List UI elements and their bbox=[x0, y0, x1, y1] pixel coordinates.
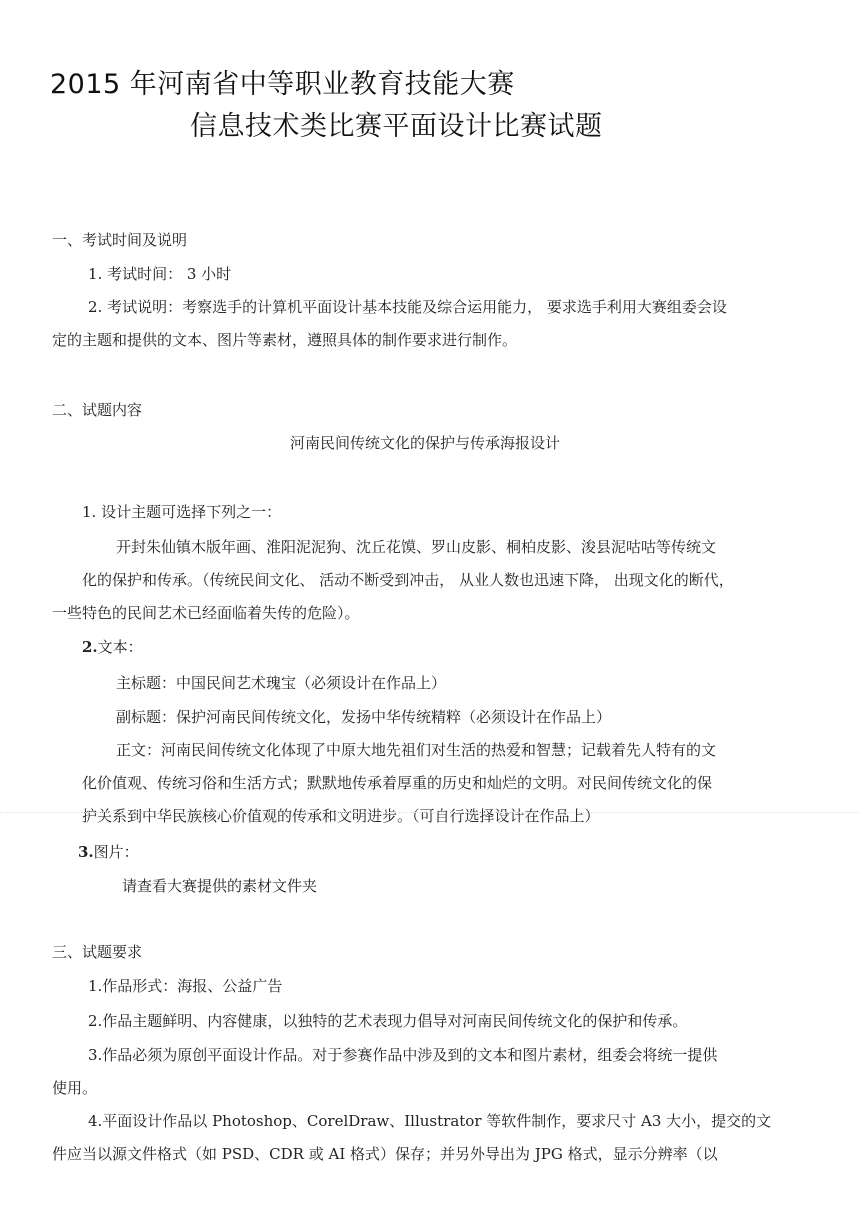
requirement-4-line1: 4.平面设计作品以 Photoshop、CorelDraw、Illustrator 等软件制作，要求尺寸 A3 大小，提交的文 bbox=[88, 1112, 772, 1130]
design-theme-line1: 开封朱仙镇木版年画、淮阳泥泥狗、沈丘花馍、罗山皮影、桐柏皮影、浚县泥咕咕等传统文 bbox=[116, 538, 717, 556]
section2-heading: 二、试题内容 bbox=[52, 401, 143, 419]
section2-subtitle: 河南民间传统文化的保护与传承海报设计 bbox=[290, 434, 561, 452]
document-title-line1: 2015 年河南省中等职业教育技能大赛 bbox=[50, 69, 515, 100]
section1-heading: 一、考试时间及说明 bbox=[52, 231, 188, 249]
section3-heading: 三、试题要求 bbox=[52, 943, 143, 961]
design-theme-line3: 一些特色的民间艺术已经面临着失传的危险）。 bbox=[52, 604, 360, 622]
requirement-3-line1: 3.作品必须为原创平面设计作品。对于参赛作品中涉及到的文本和图片素材，组委会将统一提供 bbox=[88, 1046, 718, 1064]
section1-item2-line1: 2. 考试说明：考察选手的计算机平面设计基本技能及综合运用能力， 要求选手利用大赛组委会设 bbox=[88, 298, 727, 316]
picture-section-text: 请查看大赛提供的素材文件夹 bbox=[122, 877, 318, 895]
picture-section-label-text: 图片： bbox=[93, 843, 139, 861]
requirement-2: 2.作品主题鲜明、内容健康，以独特的艺术表现力倡导对河南民间传统文化的保护和传承。 bbox=[88, 1012, 688, 1030]
section1-item1: 1. 考试时间： 3 小时 bbox=[88, 265, 232, 283]
body-text-line3: 护关系到中华民族核心价值观的传承和文明进步。（可自行选择设计在作品上） bbox=[82, 807, 600, 825]
sub-title-text: 副标题：保护河南民间传统文化，发扬中华传统精粹（必须设计在作品上） bbox=[116, 708, 612, 726]
section1-item2-line2: 定的主题和提供的文本、图片等素材，遵照具体的制作要求进行制作。 bbox=[52, 331, 518, 349]
picture-section-number: 3. bbox=[78, 843, 94, 861]
design-theme-label: 1. 设计主题可选择下列之一： bbox=[82, 503, 282, 521]
requirement-4-line2: 件应当以源文件格式（如 PSD、CDR 或 AI 格式）保存；并另外导出为 JPG 格式，显示分辨率（以 bbox=[52, 1145, 718, 1163]
text-section-number: 2. bbox=[82, 638, 98, 656]
main-title-text: 主标题：中国民间艺术瑰宝（必须设计在作品上） bbox=[116, 674, 447, 692]
faint-dotted-rule bbox=[0, 812, 860, 813]
body-text-line1: 正文：河南民间传统文化体现了中原大地先祖们对生活的热爱和智慧；记载着先人特有的文 bbox=[116, 741, 717, 759]
requirement-3-line2: 使用。 bbox=[52, 1079, 98, 1097]
text-section-label bbox=[82, 637, 143, 657]
document-title-line2: 信息技术类比赛平面设计比赛试题 bbox=[190, 111, 603, 142]
design-theme-line2: 化的保护和传承。（传统民间文化、 活动不断受到冲击， 从业人数也迅速下降， 出现文化的断代， bbox=[82, 571, 734, 589]
text-section-label-text: 文本： bbox=[97, 638, 143, 656]
picture-section-label bbox=[78, 842, 139, 862]
body-text-line2: 化价值观、传统习俗和生活方式；默默地传承着厚重的历史和灿烂的文明。对民间传统文化的保 bbox=[82, 774, 713, 792]
requirement-1: 1.作品形式：海报、公益广告 bbox=[88, 977, 283, 995]
